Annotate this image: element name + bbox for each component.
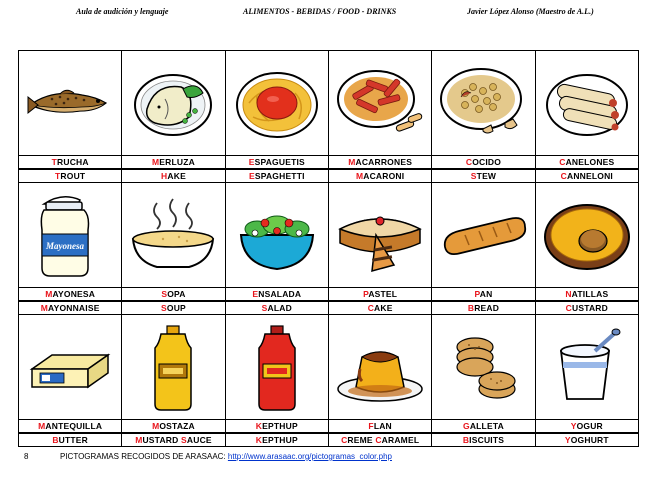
english-label-text: CREME CARAMEL (341, 435, 420, 445)
pictogram-cell (328, 315, 431, 420)
english-label-text: KEPTHUP (255, 435, 298, 445)
pictogram-cell (535, 51, 638, 156)
pictogram-cell (19, 51, 122, 156)
spanish-label-row (19, 156, 639, 170)
trout-icon (22, 63, 118, 143)
yoghurt-icon (539, 327, 635, 407)
soup-icon (125, 195, 221, 275)
english-label-text: BREAD (467, 303, 500, 313)
english-label (19, 433, 122, 447)
pictogram-cell (122, 183, 225, 288)
pictogram-cell (19, 315, 122, 420)
english-label (535, 433, 638, 447)
spanish-label (535, 288, 638, 302)
pictogram-cell (328, 183, 431, 288)
butter-icon (22, 327, 118, 407)
spanish-label (19, 156, 122, 170)
english-label-text: BISCUITS (462, 435, 505, 445)
spanish-label-text: NATILLAS (565, 289, 609, 299)
spanish-label (328, 420, 431, 434)
english-label (225, 169, 328, 183)
picture-row (19, 51, 639, 156)
arasaac-link[interactable]: http://www.arasaac.org/pictogramas_color.php (227, 452, 392, 461)
spanish-label-text: FLAN (368, 421, 392, 431)
pictogram-cell (535, 315, 638, 420)
macaroni-icon (332, 63, 428, 143)
spanish-label (122, 156, 225, 170)
english-label (432, 301, 535, 315)
canneloni-icon (539, 63, 635, 143)
spanish-label (225, 156, 328, 170)
english-label-text: TROUT (55, 171, 86, 181)
english-label (122, 301, 225, 315)
english-label (535, 301, 638, 315)
spanish-label (19, 288, 122, 302)
english-label (432, 169, 535, 183)
jar-label-text: Mayonesa (46, 241, 85, 251)
spanish-label-text: MERLUZA (152, 157, 195, 167)
spanish-label (19, 420, 122, 434)
header-title: ALIMENTOS - BEBIDAS / FOOD - DRINKS (243, 7, 397, 16)
spanish-label (432, 420, 535, 434)
spanish-label-text: ESPAGUETIS (248, 157, 305, 167)
pictogram-cell (225, 183, 328, 288)
english-label (432, 433, 535, 447)
english-label-text: MAYONNAISE (40, 303, 100, 313)
spanish-label-text: ENSALADA (252, 289, 302, 299)
spanish-label-text: MAYONESA (45, 289, 96, 299)
english-label-text: BUTTER (52, 435, 88, 445)
english-label-text: MUSTARD SAUCE (135, 435, 212, 445)
english-label-text: SOUP (161, 303, 186, 313)
spanish-label-text: COCIDO (465, 157, 502, 167)
spanish-label (122, 420, 225, 434)
spanish-label-text: CANELONES (559, 157, 615, 167)
spanish-label (432, 156, 535, 170)
spanish-label (535, 156, 638, 170)
footer (24, 452, 392, 461)
english-label-row (19, 433, 639, 447)
flan-icon (332, 327, 428, 407)
pictogram-grid (18, 50, 639, 447)
spanish-label (225, 420, 328, 434)
header-author: Javier López Alonso (Maestro de A.L.) (467, 7, 594, 16)
english-label-text: CAKE (367, 303, 393, 313)
footer-text: PICTOGRAMAS RECOGIDOS DE ARASAAC: (60, 452, 228, 461)
english-label (328, 433, 431, 447)
spanish-label (328, 156, 431, 170)
spanish-label-text: SOPA (161, 289, 186, 299)
pictogram-cell (122, 315, 225, 420)
english-label-text: ESPAGHETTI (248, 171, 305, 181)
picture-row (19, 315, 639, 420)
page-number: 8 (24, 452, 29, 461)
mustard-icon (125, 322, 221, 412)
spanish-label-text: YOGUR (570, 421, 603, 431)
pictogram-cell (432, 183, 535, 288)
spanish-label-text: KEPTHUP (255, 421, 298, 431)
ketchup-icon (229, 322, 325, 412)
english-label-text: YOGHURT (564, 435, 609, 445)
english-label (122, 169, 225, 183)
header-left: Aula de audición y lenguaje (76, 7, 169, 16)
mayonnaise-icon (22, 190, 118, 280)
english-label-text: SALAD (261, 303, 292, 313)
spanish-label (225, 288, 328, 302)
pictogram-cell (328, 51, 431, 156)
spanish-label (328, 288, 431, 302)
spanish-label-text: MANTEQUILLA (38, 421, 103, 431)
spanish-label (432, 288, 535, 302)
custard-icon (539, 195, 635, 275)
pictogram-cell (225, 315, 328, 420)
stew-icon (435, 63, 531, 143)
english-label (19, 169, 122, 183)
english-label (328, 301, 431, 315)
spanish-label-text: GALLETA (463, 421, 504, 431)
english-label-row (19, 169, 639, 183)
english-label (225, 433, 328, 447)
english-label (225, 301, 328, 315)
english-label-text: HAKE (161, 171, 186, 181)
bread-icon (435, 195, 531, 275)
pictogram-cell (19, 183, 122, 288)
english-label (122, 433, 225, 447)
spanish-label-text: PAN (474, 289, 493, 299)
english-label-text: STEW (470, 171, 497, 181)
spanish-label-text: TRUCHA (51, 157, 89, 167)
spanish-label-row (19, 288, 639, 302)
english-label-row (19, 301, 639, 315)
biscuits-icon (435, 327, 531, 407)
cake-icon (332, 195, 428, 275)
pictogram-cell (535, 183, 638, 288)
spanish-label-text: MOSTAZA (152, 421, 195, 431)
spaghetti-icon (229, 63, 325, 143)
spanish-label (535, 420, 638, 434)
english-label (328, 169, 431, 183)
pictogram-cell (432, 51, 535, 156)
english-label (19, 301, 122, 315)
pictogram-cell (225, 51, 328, 156)
hake-icon (125, 63, 221, 143)
english-label (535, 169, 638, 183)
english-label-text: CUSTARD (565, 303, 608, 313)
picture-row (19, 183, 639, 288)
salad-icon (229, 195, 325, 275)
spanish-label-row (19, 420, 639, 434)
pictogram-cell (432, 315, 535, 420)
english-label-text: CANNELONI (560, 171, 613, 181)
spanish-label-text: PASTEL (363, 289, 398, 299)
spanish-label (122, 288, 225, 302)
spanish-label-text: MACARRONES (348, 157, 413, 167)
pictogram-cell (122, 51, 225, 156)
english-label-text: MACARONI (355, 171, 405, 181)
